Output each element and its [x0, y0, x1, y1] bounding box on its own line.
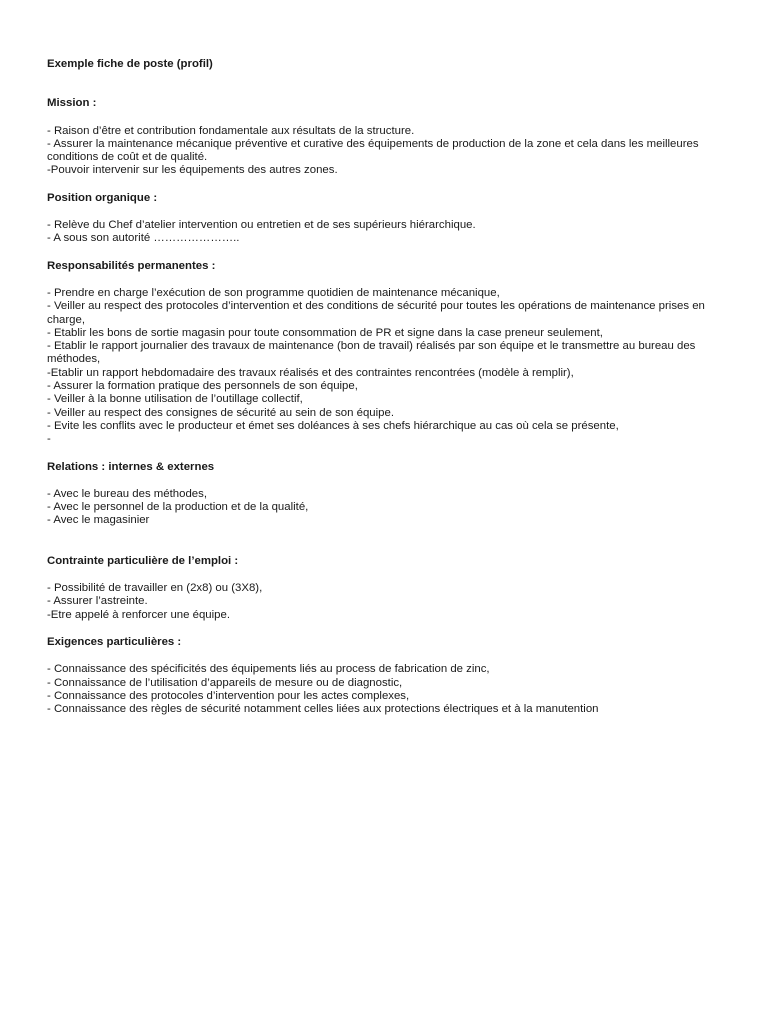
section-relations	[47, 461, 727, 528]
list-item: - Avec le bureau des méthodes,	[47, 487, 207, 500]
list-item: - Etablir le rapport journalier des travaux de maintenance (bon de travail) réalisés par son équipe et le transmettre au bureau des méthodes,	[47, 340, 696, 366]
list-item: - Raison d’être et contribution fondamentale aux résultats de la structure.	[47, 124, 415, 137]
section-heading: Position organique :	[47, 191, 158, 204]
section-heading: Contrainte particulière de l’emploi :	[47, 554, 239, 567]
section-list	[47, 488, 727, 528]
section-position-organique	[47, 192, 727, 246]
list-item: -	[47, 433, 51, 446]
section-mission	[47, 97, 727, 177]
section-list	[47, 582, 727, 622]
list-item: - Possibilité de travailler en (2x8) ou (3X8),	[47, 582, 263, 595]
section-list	[47, 663, 727, 716]
list-item: - Veiller au respect des consignes de sécurité au sein de son équipe.	[47, 406, 394, 419]
section-responsabilites	[47, 260, 727, 447]
list-item: - Connaissance des règles de sécurité notamment celles liées aux protections électriques et à la manutention	[47, 703, 599, 716]
list-item: - Etablir les bons de sortie magasin pour toute consommation de PR et signe dans la case preneur seulement,	[47, 326, 603, 339]
list-item: - Connaissance des spécificités des équipements liés au process de fabrication de zinc,	[47, 663, 490, 676]
list-item: -Etablir un rapport hebdomadaire des travaux réalisés et des contraintes rencontrées (modèle à remplir),	[47, 366, 574, 379]
list-item: - Assurer la maintenance mécanique préventive et curative des équipements de production de la zone et cela dans les meilleures conditions de coût et de qualité.	[47, 137, 699, 164]
section-list	[47, 125, 727, 178]
list-item: - Avec le magasinier	[47, 514, 150, 527]
section-contrainte	[47, 555, 727, 622]
list-item: - Prendre en charge l’exécution de son programme quotidien de maintenance mécanique,	[47, 286, 500, 299]
list-item: - Avec le personnel de la production et de la qualité,	[47, 501, 309, 514]
list-item: - Connaissance des protocoles d’intervention pour les actes complexes,	[47, 689, 410, 702]
list-item: -Etre appelé à renforcer une équipe.	[47, 608, 231, 621]
document-title: Exemple fiche de poste (profil)	[47, 58, 213, 70]
list-item: - Veiller au respect des protocoles d’intervention et des conditions de sécurité pour toutes les opérations de maintenance prises en charge,	[47, 300, 705, 326]
list-item: - Veiller à la bonne utilisation de l’outillage collectif,	[47, 393, 303, 406]
section-exigences	[47, 636, 727, 716]
document-page	[47, 58, 727, 730]
list-item: - Assurer la formation pratique des personnels de son équipe,	[47, 380, 358, 393]
section-heading: Exigences particulières :	[47, 635, 182, 648]
list-item: - Relève du Chef d’atelier intervention ou entretien et de ses supérieurs hiérarchique.	[47, 219, 476, 232]
list-item: -Pouvoir intervenir sur les équipements des autres zones.	[47, 164, 338, 177]
list-item: - Connaissance de l’utilisation d’appareils de mesure ou de diagnostic,	[47, 676, 403, 689]
section-list	[47, 219, 727, 246]
section-heading: Relations : internes & externes	[47, 460, 215, 473]
list-item: - Assurer l’astreinte.	[47, 595, 148, 608]
list-item: - Evite les conflits avec le producteur et émet ses doléances à ses chefs hiérarchique au cas où cela se présente,	[47, 419, 619, 432]
list-item: - A sous son autorité …………………..	[47, 232, 240, 245]
section-list	[47, 287, 727, 447]
section-heading: Responsabilités permanentes :	[47, 259, 216, 272]
section-heading: Mission :	[47, 97, 97, 110]
